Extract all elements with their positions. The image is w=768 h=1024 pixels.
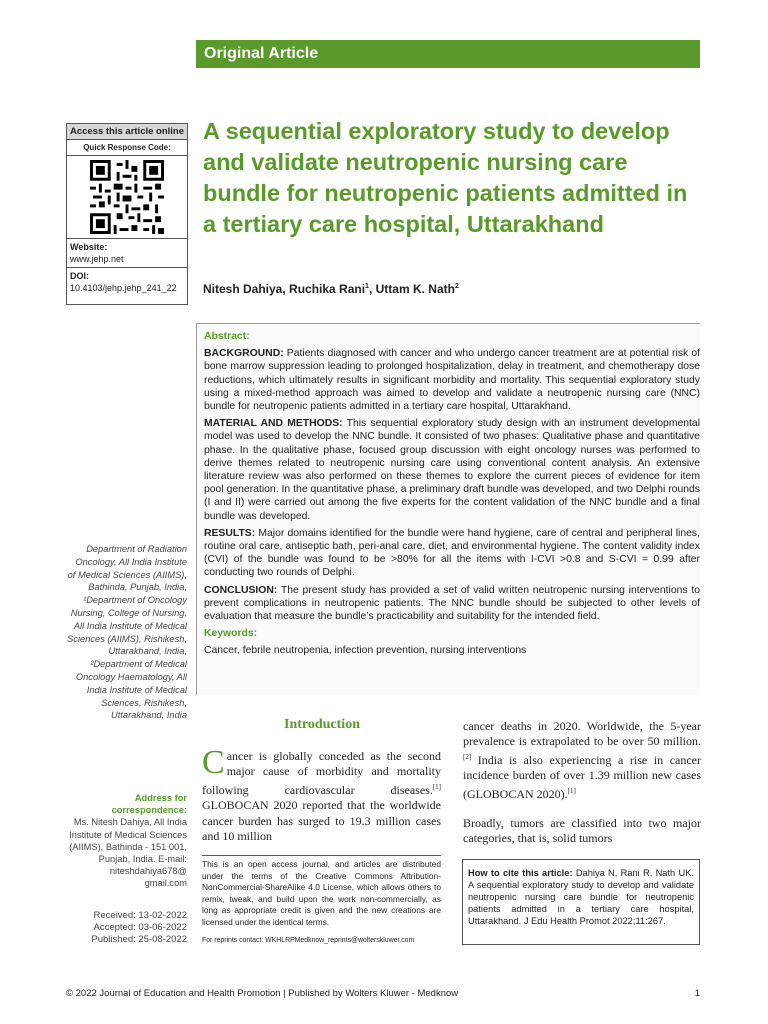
keywords-label: Keywords:: [204, 628, 258, 640]
website-link[interactable]: www.jehp.net: [70, 254, 124, 264]
author-affil-1: 1: [365, 283, 369, 290]
drop-cap: C: [202, 744, 225, 781]
results-text: Major domains identified for the bundle were hand hygiene, care of central and peripheral lines, routine oral care, antiseptic bath, peri-anal care, diet, and environmental hygiene. The content validity index (CVI) of the bundle was found to be >80% for all the items with I-CVI >0.8 and S-CVI = 0.99 after conducting two rounds of Delphi.: [204, 527, 700, 579]
citation-box: [462, 859, 700, 945]
article-dates: [66, 910, 187, 947]
doi-label: DOI:: [70, 271, 89, 281]
qr-label: Quick Response Code:: [67, 140, 187, 156]
correspondence: [66, 792, 187, 890]
intro-c2-b: India is also experiencing a rise in cancer incidence burden of over 1.39 million new cases (GLOBOCAN 2020).: [463, 752, 701, 801]
methods-label: MATERIAL AND METHODS:: [204, 418, 343, 430]
access-heading: Access this article online: [67, 124, 187, 140]
intro-c2-a: cancer deaths in 2020. Worldwide, the 5-year prevalence is extrapolated to be over 50 million.: [463, 719, 701, 749]
ref-link-3[interactable]: [1]: [567, 786, 576, 795]
accepted-date: Accepted: 03-06-2022: [93, 922, 187, 934]
website-section: [67, 238, 187, 267]
author-names-2: , Uttam K. Nath: [368, 282, 455, 296]
results-label: RESULTS:: [204, 527, 256, 539]
conclusion-text: The present study has provided a set of valid written neutropenic nursing interventions to prevent complications in neutropenic patients. The NNC bundle should be subjected to other levels of evaluation that measure the bundle’s practicability and suitability for the intended field.: [204, 584, 700, 623]
author-names-1: Nitesh Dahiya, Ruchika Rani: [203, 282, 366, 296]
abstract-heading: Abstract:: [204, 331, 250, 342]
page-footer: [66, 988, 700, 999]
correspondence-label: Address for correspondence:: [111, 793, 187, 816]
intro-column-1: [202, 744, 441, 844]
article-title: A sequential exploratory study to develop and validate neutropenic nursing care bundle for neutropenic patients admitted in a tertiary care hospital, Uttarakhand: [203, 118, 688, 237]
cite-text: Dahiya N, Rani R, Nath UK. A sequential exploratory study to develop and validate neutropenic nursing care bundle for neutropenic patients admitted in a tertiary care hospital, Uttarakhand. J Edu Health Promot 2022;11:267.: [468, 868, 694, 926]
background-text: Patients diagnosed with cancer and who undergo cancer treatment are at potential risk of bone marrow suppression leading to prolonged hospitalization, delay in treatment, and chemotherapy dose reductions, which ultimately results in significant morbidity and mortality. This sequential exploratory study using a mixed-method approach was aimed to develop and validate a neutropenic nursing care (NNC) bundle for neutropenic patients admitted in a tertiary care hospital, Uttarakhand.: [204, 348, 700, 413]
affiliations: Department of Radiation Oncology, All India Institute of Medical Sciences (AIIMS), Bathinda, Punjab, India, ¹Department of Oncology Nursing, College of Nursing, All India Institute of Medical Sciences (AIIMS), Rishikesh, Uttarakhand, India, ²Department of Medical Oncology Haematology, All India Institute of Medical Sciences, Rishikesh, Uttarakhand, India: [67, 544, 187, 721]
reprints-contact[interactable]: For reprints contact: WKHLRPMedknow_reprints@wolterskluwer.com: [202, 937, 415, 944]
intro-column-2: [463, 719, 701, 861]
correspondence-text: Ms. Nitesh Dahiya, All India Institute of Medical Sciences (AIIMS), Bathinda - 151 001, Punjab, India. E-mail: niteshdahiya678@ gmail.com: [69, 817, 187, 889]
conclusion-label: CONCLUSION:: [204, 584, 278, 596]
access-online-box: [66, 123, 188, 305]
article-type-banner: Original Article: [196, 40, 700, 68]
intro-c2-p2: Broadly, tumors are classified into two major categories, that is, solid tumors: [463, 816, 701, 846]
cite-label: How to cite this article:: [468, 868, 573, 878]
page-number: 1: [694, 988, 700, 999]
background-label: BACKGROUND:: [204, 348, 284, 360]
author-list: [203, 282, 459, 296]
abstract-conclusion: [204, 584, 700, 624]
intro-p1-b: GLOBOCAN 2020 reported that the worldwide cancer burden has surged to 19.3 million cases and 10 million: [202, 798, 441, 844]
qr-code-icon[interactable]: [90, 160, 164, 234]
abstract-background: [204, 347, 700, 413]
abstract-methods: [204, 417, 700, 523]
footer-text: © 2022 Journal of Education and Health Promotion | Published by Wolters Kluwer - Medknow: [66, 988, 459, 999]
intro-p1-a: ancer is globally conceded as the second major cause of morbidity and mortality following cardiovascular diseases.: [202, 749, 441, 797]
website-label: Website:: [70, 242, 108, 252]
methods-text: This sequential exploratory study design with an instrument developmental model was used to develop the NNC bundle. It consisted of two phases: Qualitative phase and quantitative phase. In the qualitative phase, focused group discussion with eight oncology nurses was performed to derive themes related to neutropenic nursing care using conventional content analysis. An extensive literature review was also performed on these themes to explore the current pieces of evidence for item pool generation. In the quantitative phase, a preliminary draft bundle was developed, and two Delphi rounds (I and II) were carried out among the five experts for the content validation of the NNC bundle and a final bundle was developed.: [204, 418, 701, 522]
abstract-results: [204, 527, 700, 580]
ref-link-2[interactable]: [2]: [463, 752, 472, 761]
published-date: Published: 25-08-2022: [91, 934, 187, 946]
abstract-box: [196, 323, 700, 695]
intro-c2-p1: [463, 719, 701, 802]
doi-section: [67, 267, 187, 296]
received-date: Received: 13-02-2022: [93, 910, 187, 921]
doi-link[interactable]: 10.4103/jehp.jehp_241_22: [70, 283, 177, 293]
license-note: This is an open access journal, and articles are distributed under the terms of the Creative Commons Attribution-NonCommercial-ShareAlike 4.0 License, which allows others to remix, tweak, and build upon the work non-commercially, as long as appropriate credit is given and the new creations are licensed under the identical terms.: [202, 855, 441, 928]
introduction-heading: Introduction: [284, 717, 360, 732]
keywords-text: Cancer, febrile neutropenia, infection prevention, nursing interventions: [204, 645, 527, 657]
author-affil-2: 2: [454, 283, 459, 290]
ref-link-1[interactable]: [1]: [432, 782, 441, 791]
